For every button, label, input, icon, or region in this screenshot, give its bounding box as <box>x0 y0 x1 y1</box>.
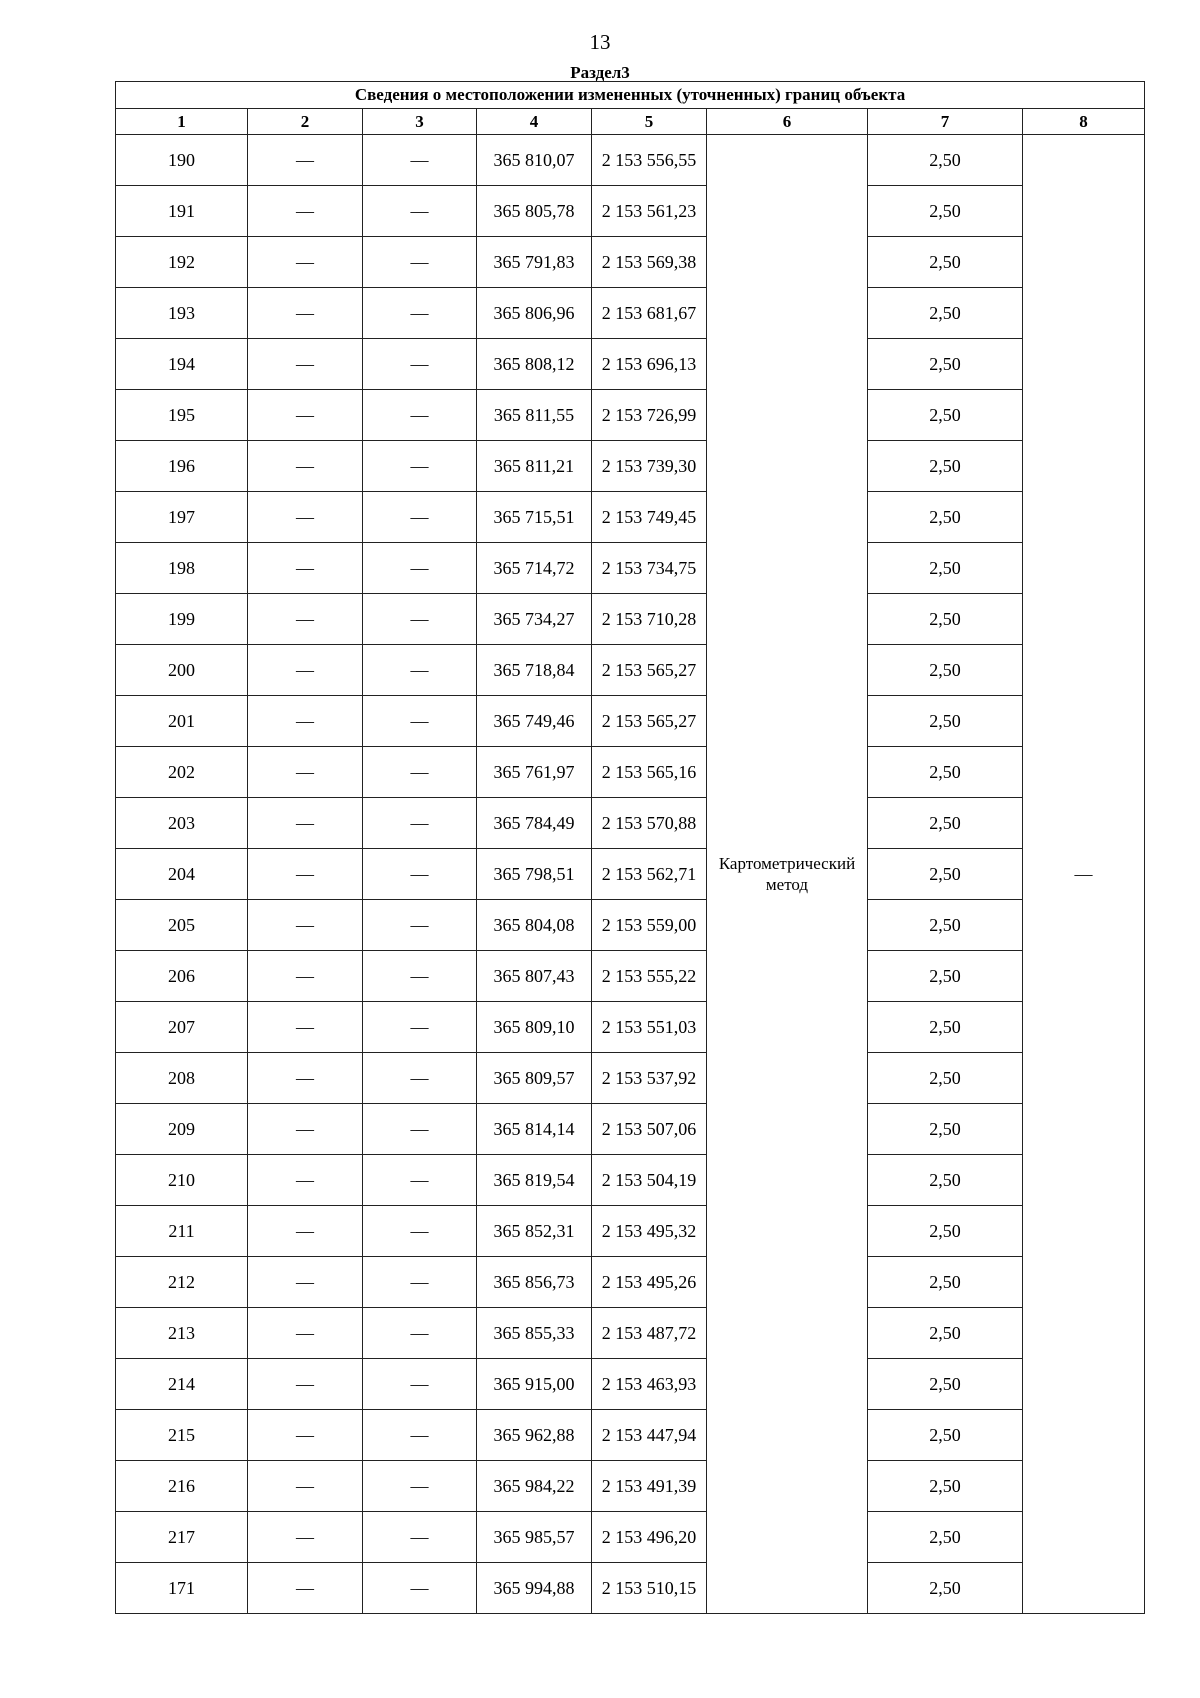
column-number: 4 <box>477 109 592 135</box>
column3-cell: — <box>363 1359 477 1410</box>
point-number-cell: 210 <box>116 1155 248 1206</box>
accuracy-cell: 2,50 <box>868 696 1023 747</box>
accuracy-cell: 2,50 <box>868 594 1023 645</box>
column3-cell: — <box>363 1206 477 1257</box>
y-coordinate-cell: 2 153 495,32 <box>592 1206 707 1257</box>
column2-cell: — <box>248 1461 363 1512</box>
point-number-cell: 191 <box>116 186 248 237</box>
y-coordinate-cell: 2 153 565,27 <box>592 645 707 696</box>
column3-cell: — <box>363 951 477 1002</box>
accuracy-cell: 2,50 <box>868 186 1023 237</box>
x-coordinate-cell: 365 819,54 <box>477 1155 592 1206</box>
point-number-cell: 212 <box>116 1257 248 1308</box>
x-coordinate-cell: 365 806,96 <box>477 288 592 339</box>
column2-cell: — <box>248 1206 363 1257</box>
column2-cell: — <box>248 1053 363 1104</box>
table-row <box>116 1053 1145 1104</box>
x-coordinate-cell: 365 805,78 <box>477 186 592 237</box>
x-coordinate-cell: 365 714,72 <box>477 543 592 594</box>
y-coordinate-cell: 2 153 569,38 <box>592 237 707 288</box>
y-coordinate-cell: 2 153 495,26 <box>592 1257 707 1308</box>
column3-cell: — <box>363 1053 477 1104</box>
column2-cell: — <box>248 441 363 492</box>
point-number-cell: 199 <box>116 594 248 645</box>
accuracy-cell: 2,50 <box>868 1155 1023 1206</box>
coordinates-table <box>115 81 1145 1614</box>
point-number-cell: 192 <box>116 237 248 288</box>
point-number-cell: 201 <box>116 696 248 747</box>
y-coordinate-cell: 2 153 749,45 <box>592 492 707 543</box>
method-cell: Картометрический метод <box>707 135 868 1614</box>
point-number-cell: 196 <box>116 441 248 492</box>
point-number-cell: 206 <box>116 951 248 1002</box>
table-row <box>116 441 1145 492</box>
column3-cell: — <box>363 339 477 390</box>
column3-cell: — <box>363 1512 477 1563</box>
column2-cell: — <box>248 594 363 645</box>
accuracy-cell: 2,50 <box>868 798 1023 849</box>
x-coordinate-cell: 365 804,08 <box>477 900 592 951</box>
point-number-cell: 205 <box>116 900 248 951</box>
point-number-cell: 194 <box>116 339 248 390</box>
column2-cell: — <box>248 696 363 747</box>
x-coordinate-cell: 365 811,55 <box>477 390 592 441</box>
table-row <box>116 1308 1145 1359</box>
accuracy-cell: 2,50 <box>868 1053 1023 1104</box>
column3-cell: — <box>363 594 477 645</box>
point-number-cell: 208 <box>116 1053 248 1104</box>
table-row <box>116 1563 1145 1614</box>
table-row <box>116 594 1145 645</box>
table-row <box>116 645 1145 696</box>
column-number: 3 <box>363 109 477 135</box>
accuracy-cell: 2,50 <box>868 1104 1023 1155</box>
x-coordinate-cell: 365 718,84 <box>477 645 592 696</box>
x-coordinate-cell: 365 809,57 <box>477 1053 592 1104</box>
y-coordinate-cell: 2 153 491,39 <box>592 1461 707 1512</box>
table-row <box>116 390 1145 441</box>
page-number: 13 <box>589 30 611 54</box>
column3-cell: — <box>363 747 477 798</box>
column2-cell: — <box>248 339 363 390</box>
point-number-cell: 211 <box>116 1206 248 1257</box>
accuracy-cell: 2,50 <box>868 492 1023 543</box>
point-number-cell: 207 <box>116 1002 248 1053</box>
table-row <box>116 1461 1145 1512</box>
column3-cell: — <box>363 900 477 951</box>
column-number: 1 <box>116 109 248 135</box>
x-coordinate-cell: 365 798,51 <box>477 849 592 900</box>
table-row <box>116 900 1145 951</box>
table-row <box>116 1512 1145 1563</box>
point-number-cell: 214 <box>116 1359 248 1410</box>
column2-cell: — <box>248 1410 363 1461</box>
y-coordinate-cell: 2 153 555,22 <box>592 951 707 1002</box>
table-row <box>116 543 1145 594</box>
accuracy-cell: 2,50 <box>868 645 1023 696</box>
column2-cell: — <box>248 951 363 1002</box>
table-row <box>116 1359 1145 1410</box>
y-coordinate-cell: 2 153 739,30 <box>592 441 707 492</box>
y-coordinate-cell: 2 153 561,23 <box>592 186 707 237</box>
point-number-cell: 204 <box>116 849 248 900</box>
y-coordinate-cell: 2 153 570,88 <box>592 798 707 849</box>
y-coordinate-cell: 2 153 496,20 <box>592 1512 707 1563</box>
column2-cell: — <box>248 543 363 594</box>
column2-cell: — <box>248 747 363 798</box>
x-coordinate-cell: 365 915,00 <box>477 1359 592 1410</box>
point-number-cell: 193 <box>116 288 248 339</box>
column-number: 5 <box>592 109 707 135</box>
accuracy-cell: 2,50 <box>868 1206 1023 1257</box>
x-coordinate-cell: 365 809,10 <box>477 1002 592 1053</box>
y-coordinate-cell: 2 153 562,71 <box>592 849 707 900</box>
y-coordinate-cell: 2 153 537,92 <box>592 1053 707 1104</box>
column3-cell: — <box>363 135 477 186</box>
column3-cell: — <box>363 1461 477 1512</box>
column3-cell: — <box>363 645 477 696</box>
x-coordinate-cell: 365 734,27 <box>477 594 592 645</box>
column2-cell: — <box>248 798 363 849</box>
column2-cell: — <box>248 900 363 951</box>
x-coordinate-cell: 365 791,83 <box>477 237 592 288</box>
x-coordinate-cell: 365 962,88 <box>477 1410 592 1461</box>
column-number: 2 <box>248 109 363 135</box>
column3-cell: — <box>363 543 477 594</box>
x-coordinate-cell: 365 761,97 <box>477 747 592 798</box>
column3-cell: — <box>363 798 477 849</box>
y-coordinate-cell: 2 153 565,16 <box>592 747 707 798</box>
column3-cell: — <box>363 1155 477 1206</box>
accuracy-cell: 2,50 <box>868 951 1023 1002</box>
column2-cell: — <box>248 1308 363 1359</box>
y-coordinate-cell: 2 153 556,55 <box>592 135 707 186</box>
column2-cell: — <box>248 1257 363 1308</box>
y-coordinate-cell: 2 153 734,75 <box>592 543 707 594</box>
column2-cell: — <box>248 1359 363 1410</box>
x-coordinate-cell: 365 784,49 <box>477 798 592 849</box>
x-coordinate-cell: 365 810,07 <box>477 135 592 186</box>
column3-cell: — <box>363 390 477 441</box>
accuracy-cell: 2,50 <box>868 390 1023 441</box>
x-coordinate-cell: 365 852,31 <box>477 1206 592 1257</box>
point-number-cell: 200 <box>116 645 248 696</box>
column-number: 8 <box>1023 109 1145 135</box>
accuracy-cell: 2,50 <box>868 237 1023 288</box>
table-row <box>116 339 1145 390</box>
point-number-cell: 197 <box>116 492 248 543</box>
y-coordinate-cell: 2 153 487,72 <box>592 1308 707 1359</box>
column2-cell: — <box>248 1155 363 1206</box>
column3-cell: — <box>363 1308 477 1359</box>
column2-cell: — <box>248 288 363 339</box>
column3-cell: — <box>363 1104 477 1155</box>
column3-cell: — <box>363 441 477 492</box>
column3-cell: — <box>363 186 477 237</box>
table-row <box>116 288 1145 339</box>
x-coordinate-cell: 365 749,46 <box>477 696 592 747</box>
point-number-cell: 195 <box>116 390 248 441</box>
column2-cell: — <box>248 186 363 237</box>
accuracy-cell: 2,50 <box>868 543 1023 594</box>
x-coordinate-cell: 365 985,57 <box>477 1512 592 1563</box>
table-row <box>116 1257 1145 1308</box>
accuracy-cell: 2,50 <box>868 1410 1023 1461</box>
y-coordinate-cell: 2 153 696,13 <box>592 339 707 390</box>
table-row <box>116 747 1145 798</box>
y-coordinate-cell: 2 153 681,67 <box>592 288 707 339</box>
column3-cell: — <box>363 1563 477 1614</box>
x-coordinate-cell: 365 807,43 <box>477 951 592 1002</box>
point-number-cell: 209 <box>116 1104 248 1155</box>
x-coordinate-cell: 365 811,21 <box>477 441 592 492</box>
point-number-cell: 203 <box>116 798 248 849</box>
column2-cell: — <box>248 849 363 900</box>
table-row <box>116 1206 1145 1257</box>
column3-cell: — <box>363 492 477 543</box>
table-row <box>116 1002 1145 1053</box>
x-coordinate-cell: 365 814,14 <box>477 1104 592 1155</box>
y-coordinate-cell: 2 153 510,15 <box>592 1563 707 1614</box>
accuracy-cell: 2,50 <box>868 1461 1023 1512</box>
column3-cell: — <box>363 696 477 747</box>
table-row <box>116 849 1145 900</box>
column3-cell: — <box>363 1002 477 1053</box>
table-row <box>116 186 1145 237</box>
table-row <box>116 492 1145 543</box>
column3-cell: — <box>363 288 477 339</box>
accuracy-cell: 2,50 <box>868 1512 1023 1563</box>
column2-cell: — <box>248 1104 363 1155</box>
table-row <box>116 135 1145 186</box>
table-row <box>116 1410 1145 1461</box>
column2-cell: — <box>248 237 363 288</box>
accuracy-cell: 2,50 <box>868 747 1023 798</box>
accuracy-cell: 2,50 <box>868 1359 1023 1410</box>
column2-cell: — <box>248 645 363 696</box>
table-row <box>116 237 1145 288</box>
accuracy-cell: 2,50 <box>868 1257 1023 1308</box>
accuracy-cell: 2,50 <box>868 288 1023 339</box>
column3-cell: — <box>363 1410 477 1461</box>
accuracy-cell: 2,50 <box>868 441 1023 492</box>
table-caption: Сведения о местоположении измененных (уточненных) границ объекта <box>116 82 1145 109</box>
y-coordinate-cell: 2 153 559,00 <box>592 900 707 951</box>
column3-cell: — <box>363 1257 477 1308</box>
table-row <box>116 1104 1145 1155</box>
point-number-cell: 217 <box>116 1512 248 1563</box>
x-coordinate-cell: 365 715,51 <box>477 492 592 543</box>
point-number-cell: 171 <box>116 1563 248 1614</box>
point-number-cell: 198 <box>116 543 248 594</box>
column2-cell: — <box>248 135 363 186</box>
accuracy-cell: 2,50 <box>868 849 1023 900</box>
y-coordinate-cell: 2 153 507,06 <box>592 1104 707 1155</box>
column3-cell: — <box>363 849 477 900</box>
y-coordinate-cell: 2 153 447,94 <box>592 1410 707 1461</box>
column2-cell: — <box>248 1512 363 1563</box>
column2-cell: — <box>248 1563 363 1614</box>
accuracy-cell: 2,50 <box>868 900 1023 951</box>
accuracy-cell: 2,50 <box>868 339 1023 390</box>
y-coordinate-cell: 2 153 463,93 <box>592 1359 707 1410</box>
column2-cell: — <box>248 1002 363 1053</box>
y-coordinate-cell: 2 153 565,27 <box>592 696 707 747</box>
x-coordinate-cell: 365 855,33 <box>477 1308 592 1359</box>
column3-cell: — <box>363 237 477 288</box>
x-coordinate-cell: 365 808,12 <box>477 339 592 390</box>
accuracy-cell: 2,50 <box>868 135 1023 186</box>
column-numbers-row <box>116 109 1145 135</box>
table-row <box>116 696 1145 747</box>
x-coordinate-cell: 365 994,88 <box>477 1563 592 1614</box>
point-number-cell: 216 <box>116 1461 248 1512</box>
accuracy-cell: 2,50 <box>868 1308 1023 1359</box>
accuracy-cell: 2,50 <box>868 1002 1023 1053</box>
column8-cell: — <box>1023 135 1145 1614</box>
column2-cell: — <box>248 492 363 543</box>
x-coordinate-cell: 365 984,22 <box>477 1461 592 1512</box>
y-coordinate-cell: 2 153 504,19 <box>592 1155 707 1206</box>
table-row <box>116 798 1145 849</box>
accuracy-cell: 2,50 <box>868 1563 1023 1614</box>
column-number: 7 <box>868 109 1023 135</box>
point-number-cell: 190 <box>116 135 248 186</box>
column-number: 6 <box>707 109 868 135</box>
y-coordinate-cell: 2 153 710,28 <box>592 594 707 645</box>
point-number-cell: 215 <box>116 1410 248 1461</box>
x-coordinate-cell: 365 856,73 <box>477 1257 592 1308</box>
column2-cell: — <box>248 390 363 441</box>
table-row <box>116 951 1145 1002</box>
table-row <box>116 1155 1145 1206</box>
y-coordinate-cell: 2 153 726,99 <box>592 390 707 441</box>
point-number-cell: 213 <box>116 1308 248 1359</box>
point-number-cell: 202 <box>116 747 248 798</box>
section-title: Раздел3 <box>570 63 630 82</box>
y-coordinate-cell: 2 153 551,03 <box>592 1002 707 1053</box>
